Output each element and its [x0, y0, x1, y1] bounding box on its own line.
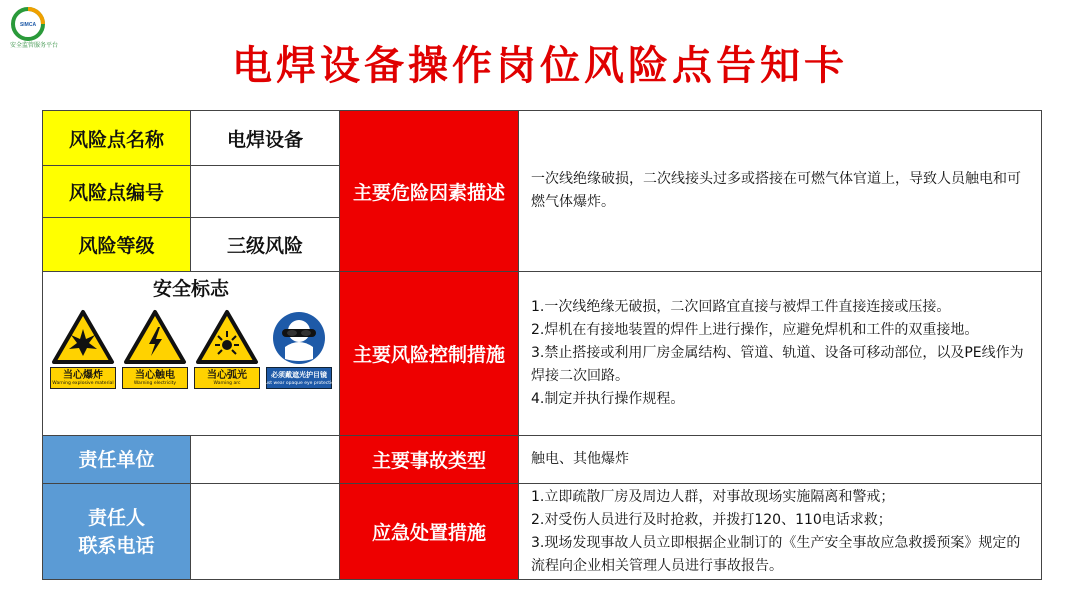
contact-label-line1: 责任人	[87, 506, 145, 529]
risk-level-label: 风险等级	[43, 218, 191, 272]
sign-label-en: Warning arc	[213, 380, 241, 386]
control-measures	[519, 272, 1042, 436]
control-label: 主要风险控制措施	[340, 272, 519, 436]
control-item: 3.禁止搭接或利用厂房金属结构、管道、轨道、设备可移动部位，以及PE线作为焊接二次回路。	[531, 345, 1024, 384]
emergency-item: 2.对受伤人员进行及时抢救，并拨打120、110电话求救；	[531, 511, 892, 528]
risk-card-table	[42, 110, 1042, 580]
sign-warning-electricity	[121, 309, 189, 389]
electric-shock-icon	[123, 309, 187, 365]
control-item: 4.制定并执行操作规程。	[531, 391, 685, 407]
responsible-unit-label: 责任单位	[43, 436, 191, 484]
sign-warning-arc	[193, 309, 261, 389]
responsible-unit-value	[191, 436, 340, 484]
sign-label-en: Warning explosive material	[52, 380, 114, 386]
contact-label-line2: 联系电话	[78, 534, 155, 557]
page-title: 电焊设备操作岗位风险点告知卡	[232, 43, 848, 89]
sign-plate	[194, 367, 260, 389]
accident-type-text: 触电、其他爆炸	[519, 436, 1042, 484]
contact-value	[191, 484, 340, 580]
logo-text: SIMCA	[19, 22, 37, 28]
sign-plate	[122, 367, 188, 389]
logo-caption: 安全监管服务平台	[9, 42, 58, 49]
sign-label: 当心触电	[135, 369, 175, 381]
safety-signs-cell	[43, 272, 340, 436]
sign-must-wear-goggles	[261, 309, 337, 389]
risk-name-label: 风险点名称	[43, 111, 191, 166]
risk-level-value: 三级风险	[191, 218, 340, 272]
sign-label: 当心爆炸	[63, 369, 103, 381]
emergency-measures	[519, 484, 1042, 580]
hazard-label: 主要危险因素描述	[340, 111, 519, 272]
sign-warning-explosion	[49, 309, 117, 389]
accident-type-label: 主要事故类型	[340, 436, 519, 484]
sign-label: 必须戴遮光护目镜	[271, 370, 327, 379]
arc-light-icon	[195, 309, 259, 365]
safety-signs-row	[43, 301, 339, 389]
explosion-icon	[51, 309, 115, 365]
contact-label	[43, 484, 191, 580]
sign-plate	[50, 367, 116, 389]
risk-code-label: 风险点编号	[43, 166, 191, 218]
sign-label-en: Must wear opaque eye protection	[261, 380, 337, 386]
emergency-label: 应急处置措施	[340, 484, 519, 580]
control-item: 2.焊机在有接地装置的焊件上进行操作，应避免焊机和工件的双重接地。	[531, 322, 979, 338]
sign-label: 当心弧光	[207, 369, 247, 381]
hazard-text: 一次线绝缘破损，二次线接头过多或搭接在可燃气体官道上，导致人员触电和可燃气体爆炸。	[519, 111, 1042, 272]
control-item: 1.一次线绝缘无破损，二次回路宜直接与被焊工件直接连接或压接。	[531, 299, 951, 315]
emergency-item: 3.现场发现事故人员立即根据企业制订的《生产安全事故应急救援预案》规定的流程向企业相关管理人员进行事故报告。	[531, 534, 1021, 574]
goggles-icon	[267, 309, 331, 365]
emergency-item: 1.立即疏散厂房及周边人群，对事故现场实施隔离和警戒；	[531, 488, 895, 505]
safety-signs-title: 安全标志	[152, 278, 229, 300]
risk-code-value	[191, 166, 340, 218]
risk-name-value: 电焊设备	[191, 111, 340, 166]
sign-plate	[261, 367, 337, 389]
sign-label-en: Warning electricity	[133, 380, 177, 386]
